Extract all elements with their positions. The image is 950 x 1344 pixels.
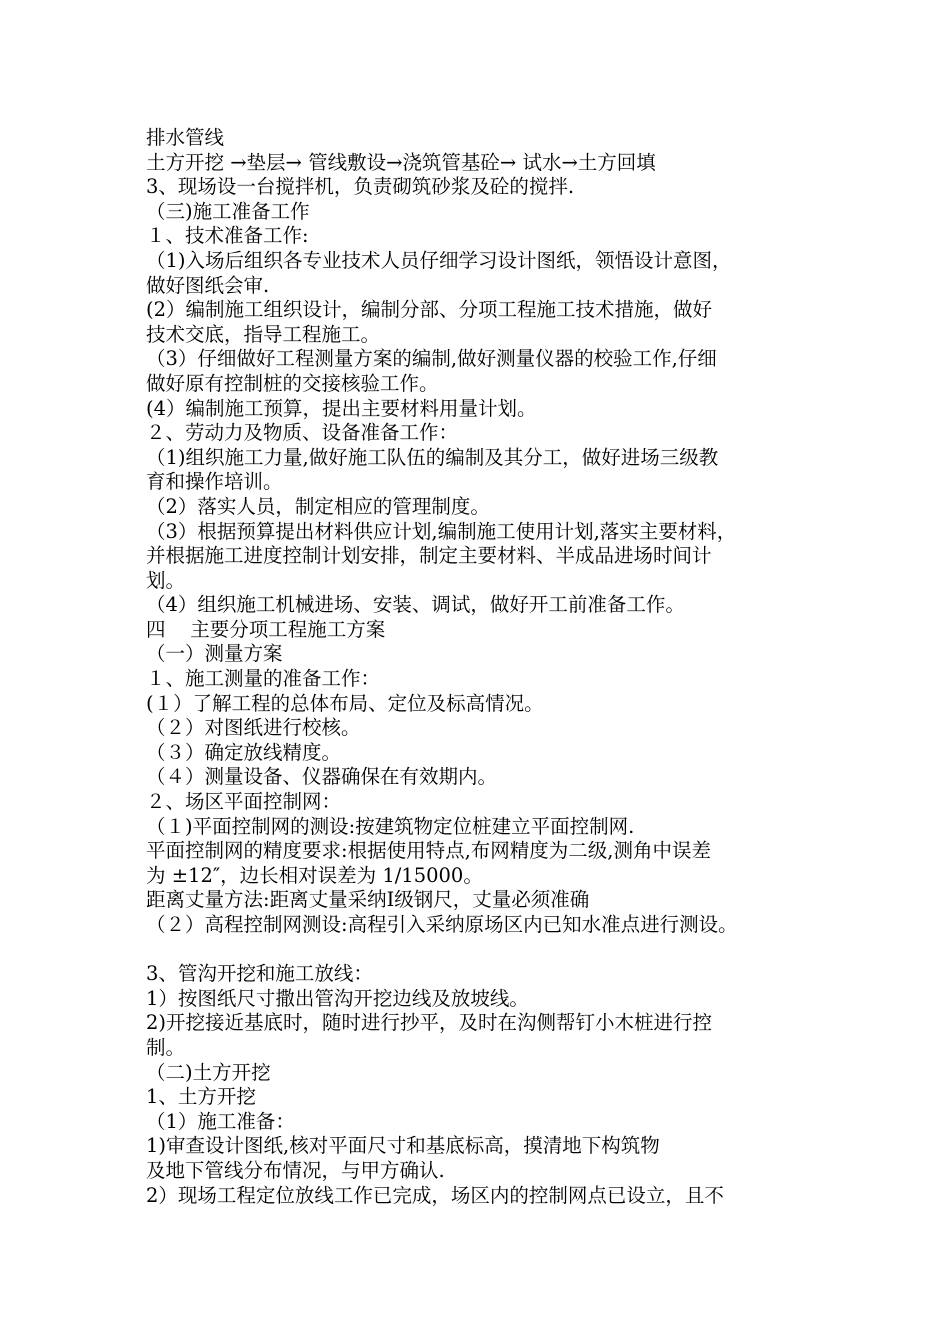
- text-line: （２）对图纸进行校核。: [146, 716, 361, 740]
- text-line: （３）确定放线精度。: [146, 740, 342, 764]
- text-line: 1）按图纸尺寸撒出管沟开挖边线及放坡线。: [146, 986, 529, 1010]
- text-line: (１）了解工程的总体布局、定位及标高情况。: [146, 691, 544, 715]
- text-line: 做好原有控制桩的交接核验工作。: [146, 371, 439, 395]
- text-line: 2)开挖接近基底时，随时进行抄平，及时在沟侧帮钉小木桩进行控: [146, 1011, 713, 1035]
- text-line: 1)审查设计图纸,核对平面尺寸和基底标高，摸清地下构筑物: [146, 1134, 660, 1158]
- text-line: 技术交底，指导工程施工。: [146, 322, 381, 346]
- text-line: １、施工测量的准备工作：: [146, 667, 381, 691]
- text-line: 平面控制网的精度要求:根据使用特点,布网精度为二级,测角中误差: [146, 839, 711, 863]
- text-line: １、技术准备工作:: [146, 224, 309, 248]
- text-line: 2）现场工程定位放线工作已完成，场区内的控制网点已设立，且不: [146, 1183, 724, 1207]
- text-line: ２、场区平面控制网：: [146, 790, 342, 814]
- text-line: 及地下管线分布情况，与甲方确认.: [146, 1158, 445, 1182]
- text-line: （3）仔细做好工程测量方案的编制,做好测量仪器的校验工作,仔细: [146, 347, 717, 371]
- text-line: (4）编制施工预算，提出主要材料用量计划。: [146, 396, 537, 420]
- text-line: （二)土方开挖: [146, 1060, 271, 1084]
- text-line: （1)组织施工力量,做好施工队伍的编制及其分工，做好进场三级教: [146, 445, 719, 469]
- text-line: （1）施工准备：: [146, 1109, 295, 1133]
- text-line: 育和操作培训。: [146, 470, 283, 494]
- text-line: （三)施工准备工作: [146, 199, 310, 223]
- text-line: （２）高程控制网测设:高程引入采纳原场区内已知水准点进行测设。: [146, 913, 738, 936]
- text-line: （1)入场后组织各专业技术人员仔细学习设计图纸，领悟设计意图，: [146, 248, 732, 272]
- text-line: 1、土方开挖: [146, 1085, 256, 1109]
- text-line: (2）编制施工组织设计，编制分部、分项工程施工技术措施，做好: [146, 298, 713, 322]
- text-line: 制。: [146, 1035, 186, 1059]
- text-line: 划。: [146, 568, 186, 592]
- text-line: 做好图纸会审.: [146, 273, 270, 297]
- text-line: ２、劳动力及物质、设备准备工作：: [146, 421, 459, 445]
- text-line: 距离丈量方法:距离丈量采纳Ⅰ级钢尺，丈量必须准确: [146, 888, 590, 912]
- section-heading: 四 主要分项工程施工方案: [146, 617, 386, 641]
- text-line: 3、现场设一台搅拌机，负责砌筑砂浆及砼的搅拌.: [146, 175, 575, 199]
- text-line: （4）组织施工机械进场、安装、调试，做好开工前准备工作。: [146, 593, 685, 617]
- text-line: （一）测量方案: [146, 642, 283, 666]
- text-line: 并根据施工进度控制计划安排，制定主要材料、半成品进场时间计: [146, 544, 712, 568]
- text-line: 3、管沟开挖和施工放线：: [146, 962, 373, 986]
- text-line: 土方开挖 →垫层→ 管线敷设→浇筑管基砼→ 试水→土方回填: [146, 150, 656, 174]
- text-line: （3）根据预算提出材料供应计划,编制施工使用计划,落实主要材料，: [146, 519, 737, 543]
- text-line: （2）落实人员，制定相应的管理制度。: [146, 494, 490, 518]
- document-body: [146, 126, 836, 1208]
- text-line: 排水管线: [146, 126, 225, 149]
- text-line: （４）测量设备、仪器确保在有效期内。: [146, 765, 498, 789]
- text-line: （１)平面控制网的测设:按建筑物定位桩建立平面控制网.: [146, 814, 635, 838]
- text-line: 为 ±12″，边长相对误差为 1/15000。: [146, 863, 483, 887]
- blank-line: [146, 938, 836, 963]
